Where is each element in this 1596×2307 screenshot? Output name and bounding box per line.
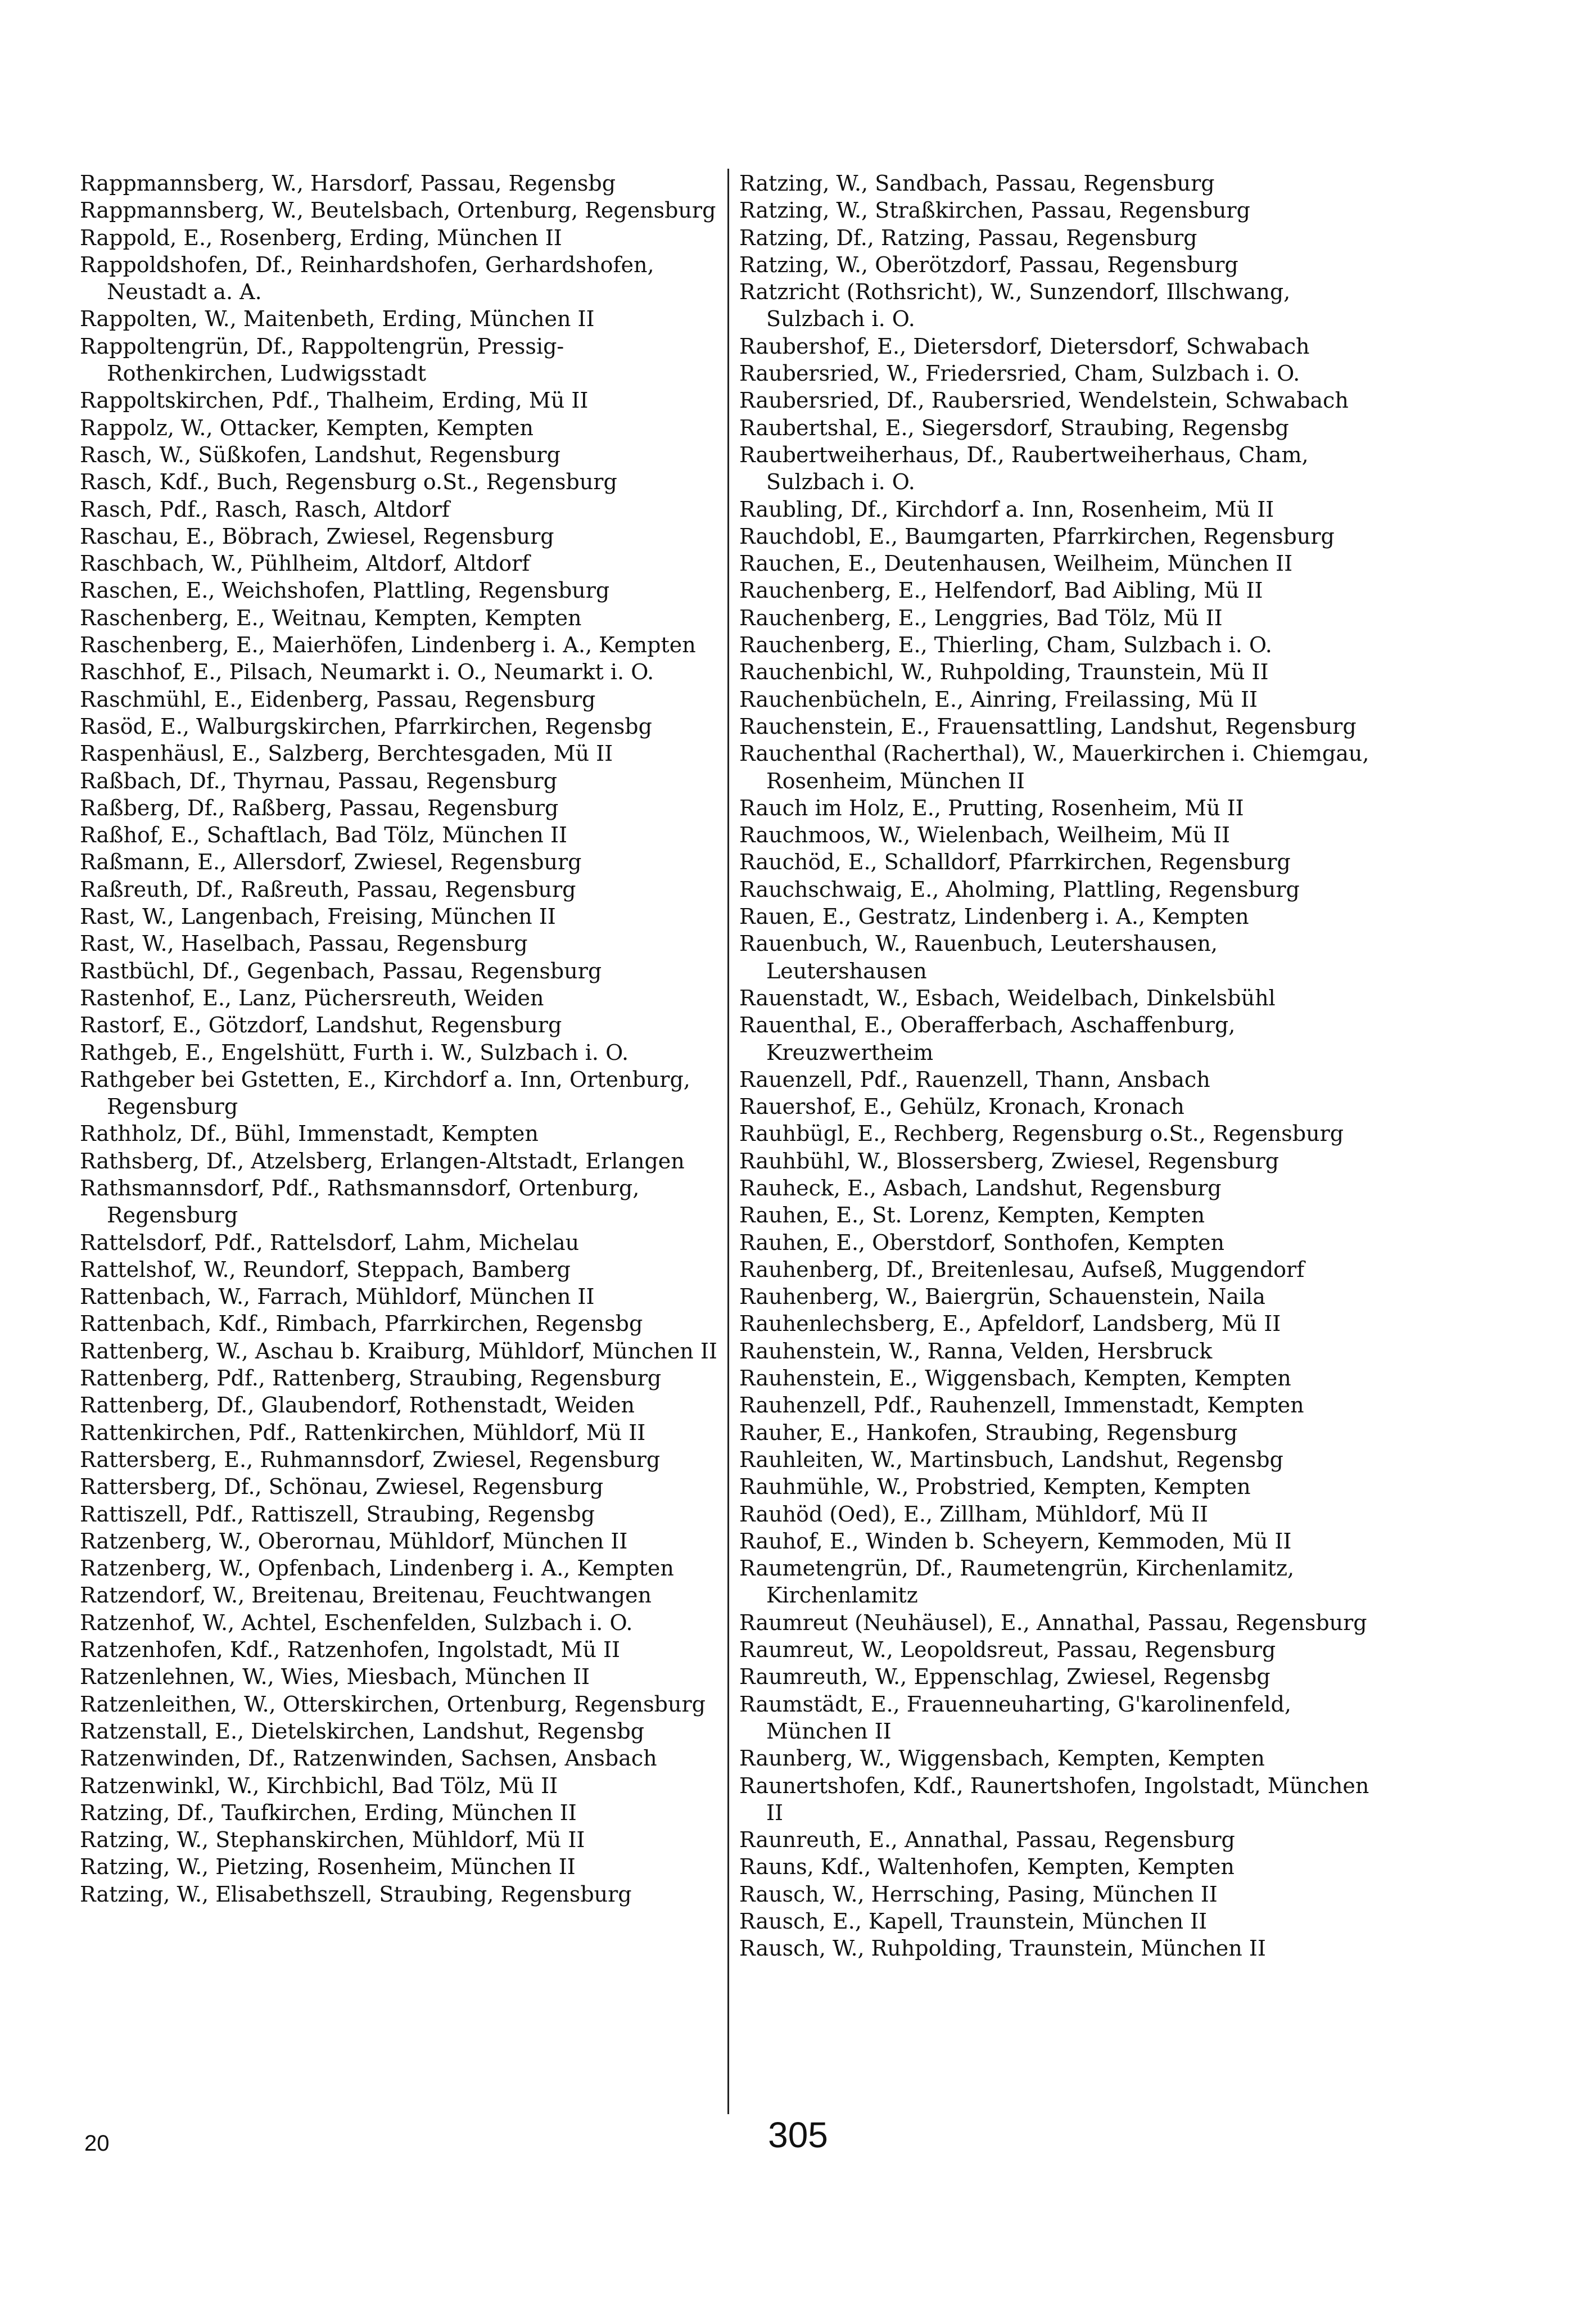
gazetteer-entry: Rauhbühl, W., Blossersberg, Zwiesel, Regensburg [739, 1148, 1279, 1173]
gazetteer-entry: Ratzing, Df., Ratzing, Passau, Regensburg [739, 225, 1197, 250]
gazetteer-entry: Rauchdobl, E., Baumgarten, Pfarrkirchen, Regensburg [739, 523, 1335, 549]
gazetteer-entry: Rattenberg, W., Aschau b. Kraiburg, Mühldorf, München II [80, 1338, 717, 1364]
gazetteer-entry: Rauchenbücheln, E., Ainring, Freilassing, Mü II [739, 687, 1258, 712]
gazetteer-entry: Raschhof, E., Pilsach, Neumarkt i. O., Neumarkt i. O. [80, 660, 654, 685]
gazetteer-entry: Rauhof, E., Winden b. Scheyern, Kemmoden, Mü II [739, 1528, 1292, 1554]
gazetteer-entry: Rattelsdorf, Pdf., Rattelsdorf, Lahm, Michelau [80, 1230, 580, 1255]
gazetteer-entry: Raumreuth, W., Eppenschlag, Zwiesel, Regensbg [739, 1664, 1271, 1690]
gazetteer-entry: Rattersberg, E., Ruhmannsdorf, Zwiesel, Regensburg [80, 1447, 661, 1472]
gazetteer-entry: Raumetengrün, Df., Raumetengrün, Kirchenlamitz, Kirchenlamitz [739, 1556, 1295, 1608]
gazetteer-entry: Rast, W., Haselbach, Passau, Regensburg [80, 931, 528, 956]
gazetteer-entry: Raunreuth, E., Annathal, Passau, Regensburg [739, 1827, 1235, 1853]
gazetteer-entry: Rasch, Kdf., Buch, Regensburg o.St., Regensburg [80, 469, 617, 495]
gazetteer-entry: Rauhenlechsberg, E., Apfeldorf, Landsberg, Mü II [739, 1311, 1281, 1337]
gazetteer-entry: Ratzing, W., Pietzing, Rosenheim, München II [80, 1854, 576, 1880]
gazetteer-entry: Rathholz, Df., Bühl, Immenstadt, Kempten [80, 1121, 539, 1146]
gazetteer-entry: Rattersberg, Df., Schönau, Zwiesel, Regensburg [80, 1474, 604, 1500]
gazetteer-entry: Raumreut, W., Leopoldsreut, Passau, Regensburg [739, 1637, 1276, 1663]
gazetteer-entry: Rathsberg, Df., Atzelsberg, Erlangen-Altstadt, Erlangen [80, 1148, 685, 1173]
gazetteer-entry: Rauheck, E., Asbach, Landshut, Regensburg [739, 1175, 1222, 1200]
gazetteer-entry: Rauenstadt, W., Esbach, Weidelbach, Dinkelsbühl [739, 985, 1276, 1010]
gazetteer-entry: Rauhbügl, E., Rechberg, Regensburg o.St., Regensburg [739, 1121, 1344, 1146]
gazetteer-entry: Rastorf, E., Götzdorf, Landshut, Regensburg [80, 1013, 562, 1038]
gazetteer-entry: Rappolz, W., Ottacker, Kempten, Kempten [80, 415, 533, 440]
gazetteer-entry: Rauhmühle, W., Probstried, Kempten, Kempten [739, 1474, 1251, 1500]
gazetteer-entry: Rappoldshofen, Df., Reinhardshofen, Gerhardshofen, Neustadt a. A. [80, 252, 654, 305]
gazetteer-entry: Raßreuth, Df., Raßreuth, Passau, Regensburg [80, 877, 576, 902]
gazetteer-entry: Raßbach, Df., Thyrnau, Passau, Regensburg [80, 768, 558, 793]
gazetteer-entry: Raubersried, Df., Raubersried, Wendelstein, Schwabach [739, 388, 1349, 413]
gazetteer-entry: Rauhenstein, E., Wiggensbach, Kempten, Kempten [739, 1366, 1291, 1391]
gazetteer-entry: Rauen, E., Gestratz, Lindenberg i. A., Kempten [739, 904, 1249, 929]
gazetteer-entry: Rausch, W., Ruhpolding, Traunstein, München II [739, 1936, 1266, 1961]
page-number: 305 [768, 2115, 828, 2155]
gazetteer-entry: Rauchenstein, E., Frauensattling, Landshut, Regensburg [739, 714, 1357, 739]
gazetteer-entry: Ratzenwinkl, W., Kirchbichl, Bad Tölz, Mü II [80, 1773, 558, 1798]
gazetteer-entry: Ratzenberg, W., Opfenbach, Lindenberg i. A., Kempten [80, 1556, 674, 1581]
gazetteer-entry: Rattelshof, W., Reundorf, Steppach, Bamberg [80, 1257, 571, 1282]
gazetteer-entry: Rauher, E., Hankofen, Straubing, Regensburg [739, 1420, 1238, 1445]
gazetteer-entry: Rauhöd (Oed), E., Zillham, Mühldorf, Mü II [739, 1501, 1209, 1527]
gazetteer-entry: Rauenzell, Pdf., Rauenzell, Thann, Ansbach [739, 1067, 1210, 1092]
gazetteer-entry: Rasöd, E., Walburgskirchen, Pfarrkirchen, Regensbg [80, 714, 652, 739]
gazetteer-entry: Rauhen, E., St. Lorenz, Kempten, Kempten [739, 1203, 1205, 1228]
signature-mark: 20 [84, 2131, 110, 2156]
gazetteer-entry: Ratzing, W., Sandbach, Passau, Regensburg [739, 171, 1215, 196]
gazetteer-entry: Ratzendorf, W., Breitenau, Breitenau, Feuchtwangen [80, 1583, 652, 1608]
gazetteer-entry: Rauchenberg, E., Helfendorf, Bad Aibling, Mü II [739, 578, 1263, 603]
gazetteer-entry: Rappold, E., Rosenberg, Erding, München II [80, 225, 562, 250]
gazetteer-entry: Raubling, Df., Kirchdorf a. Inn, Rosenheim, Mü II [739, 496, 1274, 522]
gazetteer-entry: Rauhenzell, Pdf., Rauhenzell, Immenstadt, Kempten [739, 1393, 1304, 1418]
gazetteer-entry: Raumstädt, E., Frauenneuharting, G'karolinenfeld, München II [739, 1691, 1291, 1744]
gazetteer-entry: Rauchenberg, E., Thierling, Cham, Sulzbach i. O. [739, 633, 1272, 658]
gazetteer-entry: Rast, W., Langenbach, Freising, München II [80, 904, 556, 929]
gazetteer-entry: Rauchen, E., Deutenhausen, Weilheim, München II [739, 551, 1293, 576]
gazetteer-entry: Ratzing, W., Stephanskirchen, Mühldorf, Mü II [80, 1827, 585, 1853]
gazetteer-entry: Rappoltengrün, Df., Rappoltengrün, Pressig-Rothenkirchen, Ludwigsstadt [80, 333, 564, 386]
gazetteer-entry: Rastenhof, E., Lanz, Püchersreuth, Weiden [80, 985, 544, 1010]
gazetteer-entry: Raßberg, Df., Raßberg, Passau, Regensburg [80, 795, 559, 820]
gazetteer-entry: Ratzing, W., Straßkirchen, Passau, Regensburg [739, 198, 1250, 223]
gazetteer-entry: Ratzenhofen, Kdf., Ratzenhofen, Ingolstadt, Mü II [80, 1637, 621, 1663]
gazetteer-entry: Raunertshofen, Kdf., Raunertshofen, Ingolstadt, München II [739, 1773, 1369, 1825]
gazetteer-entry: Rastbüchl, Df., Gegenbach, Passau, Regensburg [80, 958, 602, 983]
gazetteer-entry: Rappoltskirchen, Pdf., Thalheim, Erding, Mü II [80, 388, 589, 413]
gazetteer-entry: Rauchenthal (Racherthal), W., Mauerkirchen i. Chiemgau, Rosenheim, München II [739, 741, 1369, 793]
gazetteer-entry: Raubertshal, E., Siegersdorf, Straubing, Regensbg [739, 415, 1289, 440]
gazetteer-entry: Ratzing, W., Oberötzdorf, Passau, Regensburg [739, 252, 1238, 277]
gazetteer-entry: Raschen, E., Weichshofen, Plattling, Regensburg [80, 578, 610, 603]
gazetteer-entry: Raunberg, W., Wiggensbach, Kempten, Kempten [739, 1746, 1265, 1771]
gazetteer-entry: Raubershof, E., Dietersdorf, Dietersdorf, Schwabach [739, 333, 1310, 359]
gazetteer-entry: Rauchöd, E., Schalldorf, Pfarrkirchen, Regensburg [739, 850, 1291, 875]
gazetteer-entry: Rasch, Pdf., Rasch, Rasch, Altdorf [80, 496, 450, 522]
gazetteer-entry: Rauchenbichl, W., Ruhpolding, Traunstein, Mü II [739, 660, 1269, 685]
gazetteer-entry: Rappolten, W., Maitenbeth, Erding, München II [80, 306, 595, 332]
gazetteer-entry: Rattiszell, Pdf., Rattiszell, Straubing, Regensbg [80, 1501, 595, 1527]
gazetteer-entry: Rausch, W., Herrsching, Pasing, München II [739, 1881, 1218, 1907]
gazetteer-entry: Raßhof, E., Schaftlach, Bad Tölz, München II [80, 823, 567, 848]
gazetteer-entry: Rausch, E., Kapell, Traunstein, München II [739, 1909, 1208, 1934]
gazetteer-entry: Raschenberg, E., Weitnau, Kempten, Kempten [80, 605, 582, 630]
gazetteer-entry: Rauenbuch, W., Rauenbuch, Leutershausen, Leutershausen [739, 931, 1218, 983]
gazetteer-entry: Ratzing, W., Elisabethszell, Straubing, Regensburg [80, 1881, 632, 1907]
gazetteer-entry: Rappmannsberg, W., Beutelsbach, Ortenburg, Regensburg [80, 198, 716, 223]
gazetteer-entry: Rappmannsberg, W., Harsdorf, Passau, Regensbg [80, 171, 616, 196]
gazetteer-entry: Rauhenberg, W., Baiergrün, Schauenstein, Naila [739, 1284, 1265, 1310]
column-divider [727, 169, 729, 2114]
gazetteer-entry: Ratzing, Df., Taufkirchen, Erding, München II [80, 1800, 577, 1825]
gazetteer-entry: Raßmann, E., Allersdorf, Zwiesel, Regensburg [80, 850, 582, 875]
gazetteer-entry: Raschau, E., Böbrach, Zwiesel, Regensburg [80, 523, 554, 549]
gazetteer-entry: Rauchmoos, W., Wielenbach, Weilheim, Mü II [739, 823, 1231, 848]
gazetteer-entry: Rattenbach, Kdf., Rimbach, Pfarrkirchen, Regensbg [80, 1311, 643, 1337]
right-column [739, 170, 1375, 1962]
gazetteer-entry: Rasch, W., Süßkofen, Landshut, Regensburg [80, 442, 560, 467]
gazetteer-entry: Raschbach, W., Pühlheim, Altdorf, Altdorf [80, 551, 530, 576]
gazetteer-entry: Rauch im Holz, E., Prutting, Rosenheim, Mü II [739, 795, 1244, 820]
gazetteer-entry: Rauchschwaig, E., Aholming, Plattling, Regensburg [739, 877, 1300, 902]
gazetteer-entry: Rathgeb, E., Engelshütt, Furth i. W., Sulzbach i. O. [80, 1040, 629, 1065]
gazetteer-entry: Rattenkirchen, Pdf., Rattenkirchen, Mühldorf, Mü II [80, 1420, 646, 1445]
gazetteer-entry: Raspenhäusl, E., Salzberg, Berchtesgaden, Mü II [80, 741, 613, 766]
gazetteer-entry: Rauhleiten, W., Martinsbuch, Landshut, Regensbg [739, 1447, 1283, 1472]
gazetteer-entry: Raubertweiherhaus, Df., Raubertweiherhaus, Cham, Sulzbach i. O. [739, 442, 1309, 495]
gazetteer-entry: Rauershof, E., Gehülz, Kronach, Kronach [739, 1094, 1184, 1119]
left-column [80, 170, 720, 1908]
gazetteer-entry: Raschmühl, E., Eidenberg, Passau, Regensburg [80, 687, 596, 712]
gazetteer-entry: Ratzenwinden, Df., Ratzenwinden, Sachsen, Ansbach [80, 1746, 657, 1771]
gazetteer-entry: Ratzenleithen, W., Otterskirchen, Ortenburg, Regensburg [80, 1691, 706, 1717]
gazetteer-entry: Rauenthal, E., Oberafferbach, Aschaffenburg, Kreuzwertheim [739, 1013, 1236, 1065]
gazetteer-entry: Ratzenlehnen, W., Wies, Miesbach, München II [80, 1664, 590, 1690]
gazetteer-entry: Rauns, Kdf., Waltenhofen, Kempten, Kempten [739, 1854, 1235, 1880]
gazetteer-entry: Ratzenberg, W., Oberornau, Mühldorf, München II [80, 1528, 628, 1554]
gazetteer-entry: Rathgeber bei Gstetten, E., Kirchdorf a. Inn, Ortenburg, Regensburg [80, 1067, 690, 1119]
gazetteer-entry: Raschenberg, E., Maierhöfen, Lindenberg i. A., Kempten [80, 633, 696, 658]
gazetteer-entry: Rauhen, E., Oberstdorf, Sonthofen, Kempten [739, 1230, 1224, 1255]
gazetteer-entry: Rattenberg, Df., Glaubendorf, Rothenstadt, Weiden [80, 1393, 635, 1418]
gazetteer-entry: Rauhenstein, W., Ranna, Velden, Hersbruck [739, 1338, 1213, 1364]
gazetteer-entry: Rathsmannsdorf, Pdf., Rathsmannsdorf, Ortenburg, Regensburg [80, 1175, 640, 1228]
gazetteer-entry: Ratzenstall, E., Dietelskirchen, Landshut, Regensbg [80, 1718, 645, 1744]
gazetteer-entry: Rauchenberg, E., Lenggries, Bad Tölz, Mü II [739, 605, 1223, 630]
gazetteer-entry: Rattenbach, W., Farrach, Mühldorf, München II [80, 1284, 595, 1310]
gazetteer-entry: Raubersried, W., Friedersried, Cham, Sulzbach i. O. [739, 361, 1300, 386]
gazetteer-entry: Raumreut (Neuhäusel), E., Annathal, Passau, Regensburg [739, 1610, 1367, 1635]
gazetteer-entry: Rauhenberg, Df., Breitenlesau, Aufseß, Muggendorf [739, 1257, 1305, 1282]
gazetteer-entry: Ratzricht (Rothsricht), W., Sunzendorf, Illschwang, Sulzbach i. O. [739, 279, 1291, 332]
gazetteer-entry: Rattenberg, Pdf., Rattenberg, Straubing, Regensburg [80, 1366, 662, 1391]
gazetteer-entry: Ratzenhof, W., Achtel, Eschenfelden, Sulzbach i. O. [80, 1610, 633, 1635]
